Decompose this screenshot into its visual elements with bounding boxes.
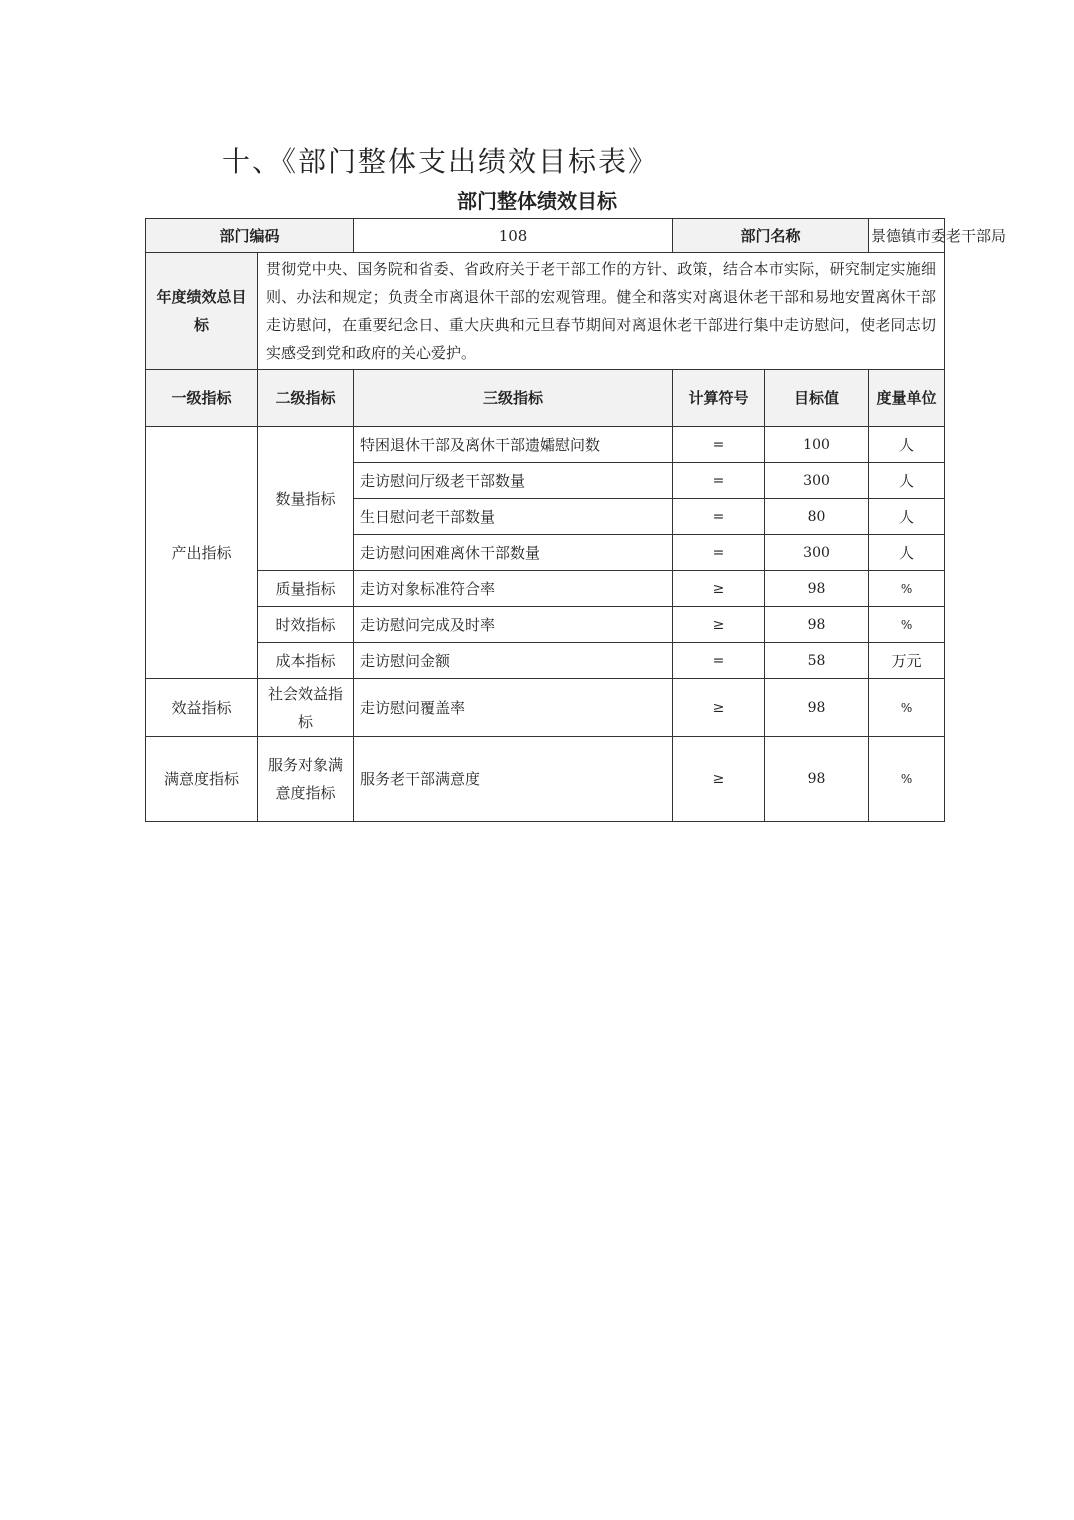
dept-name-value — [869, 219, 1007, 253]
level2-cost: 成本指标 — [258, 643, 354, 679]
table-row — [146, 679, 945, 737]
col-level2-header: 二级指标 — [258, 370, 354, 427]
indicator-name: 服务老干部满意度 — [354, 737, 673, 822]
col-level1-header: 一级指标 — [146, 370, 258, 427]
indicator-name: 走访慰问厅级老干部数量 — [354, 463, 673, 499]
col-symbol-header: 计算符号 — [673, 370, 765, 427]
table-row — [146, 427, 945, 463]
unit: 万元 — [869, 643, 945, 679]
level2-quantity: 数量指标 — [258, 427, 354, 571]
table-row — [146, 737, 945, 822]
dept-code-value: 108 — [354, 219, 673, 253]
unit: 人 — [869, 463, 945, 499]
unit: 人 — [869, 427, 945, 463]
unit: % — [869, 737, 945, 822]
target-value: 300 — [765, 463, 869, 499]
calc-symbol: ≥ — [673, 571, 765, 607]
calc-symbol: = — [673, 427, 765, 463]
indicator-name: 走访慰问困难离休干部数量 — [354, 535, 673, 571]
target-value: 98 — [765, 607, 869, 643]
target-value: 98 — [765, 571, 869, 607]
target-value: 100 — [765, 427, 869, 463]
indicator-name: 生日慰问老干部数量 — [354, 499, 673, 535]
col-unit-header: 度量单位 — [869, 370, 945, 427]
calc-symbol: = — [673, 463, 765, 499]
target-value: 98 — [765, 737, 869, 822]
unit: 人 — [869, 535, 945, 571]
section-heading: 十、《部门整体支出绩效目标表》 — [222, 145, 659, 178]
annual-goal-label: 年度绩效总目标 — [146, 253, 258, 370]
dept-name-text: 景德镇市委老干部局 — [871, 226, 1007, 245]
unit: % — [869, 607, 945, 643]
table-row — [146, 643, 945, 679]
calc-symbol: = — [673, 535, 765, 571]
dept-code-label: 部门编码 — [146, 219, 354, 253]
annual-goal-text: 贯彻党中央、国务院和省委、省政府关于老干部工作的方针、政策，结合本市实际，研究制定实施细则、办法和规定；负责全市离退休干部的宏观管理。健全和落实对离退休老干部和易地安置离休干部走访慰问，在重要纪念日、重大庆典和元旦春节期间对离退休老干部进行集中走访慰问，使老同志切实感受到党和政府的关心爱护。 — [258, 253, 945, 370]
performance-goal-table — [145, 218, 1007, 822]
indicator-name: 走访慰问金额 — [354, 643, 673, 679]
calc-symbol: = — [673, 643, 765, 679]
target-value: 98 — [765, 679, 869, 737]
column-header-row — [146, 370, 945, 427]
calc-symbol: ≥ — [673, 679, 765, 737]
level1-benefit: 效益指标 — [146, 679, 258, 737]
dept-name-label: 部门名称 — [673, 219, 869, 253]
level2-social: 社会效益指标 — [258, 679, 354, 737]
calc-symbol: = — [673, 499, 765, 535]
indicator-name: 走访慰问覆盖率 — [354, 679, 673, 737]
unit: % — [869, 679, 945, 737]
target-value: 58 — [765, 643, 869, 679]
level1-output: 产出指标 — [146, 427, 258, 679]
table-row — [146, 571, 945, 607]
calc-symbol: ≥ — [673, 737, 765, 822]
unit: 人 — [869, 499, 945, 535]
calc-symbol: ≥ — [673, 607, 765, 643]
indicator-name: 特困退休干部及离休干部遗孀慰问数 — [354, 427, 673, 463]
level2-quality: 质量指标 — [258, 571, 354, 607]
indicator-name: 走访对象标准符合率 — [354, 571, 673, 607]
col-target-header: 目标值 — [765, 370, 869, 427]
target-value: 300 — [765, 535, 869, 571]
unit: % — [869, 571, 945, 607]
col-level3-header: 三级指标 — [354, 370, 673, 427]
level2-timeliness: 时效指标 — [258, 607, 354, 643]
dept-info-row — [146, 219, 945, 253]
annual-goal-row — [146, 253, 945, 370]
indicator-name: 走访慰问完成及时率 — [354, 607, 673, 643]
table-title: 部门整体绩效目标 — [457, 189, 617, 213]
target-value: 80 — [765, 499, 869, 535]
table-row — [146, 607, 945, 643]
level1-satisfaction: 满意度指标 — [146, 737, 258, 822]
level2-service: 服务对象满意度指标 — [258, 737, 354, 822]
